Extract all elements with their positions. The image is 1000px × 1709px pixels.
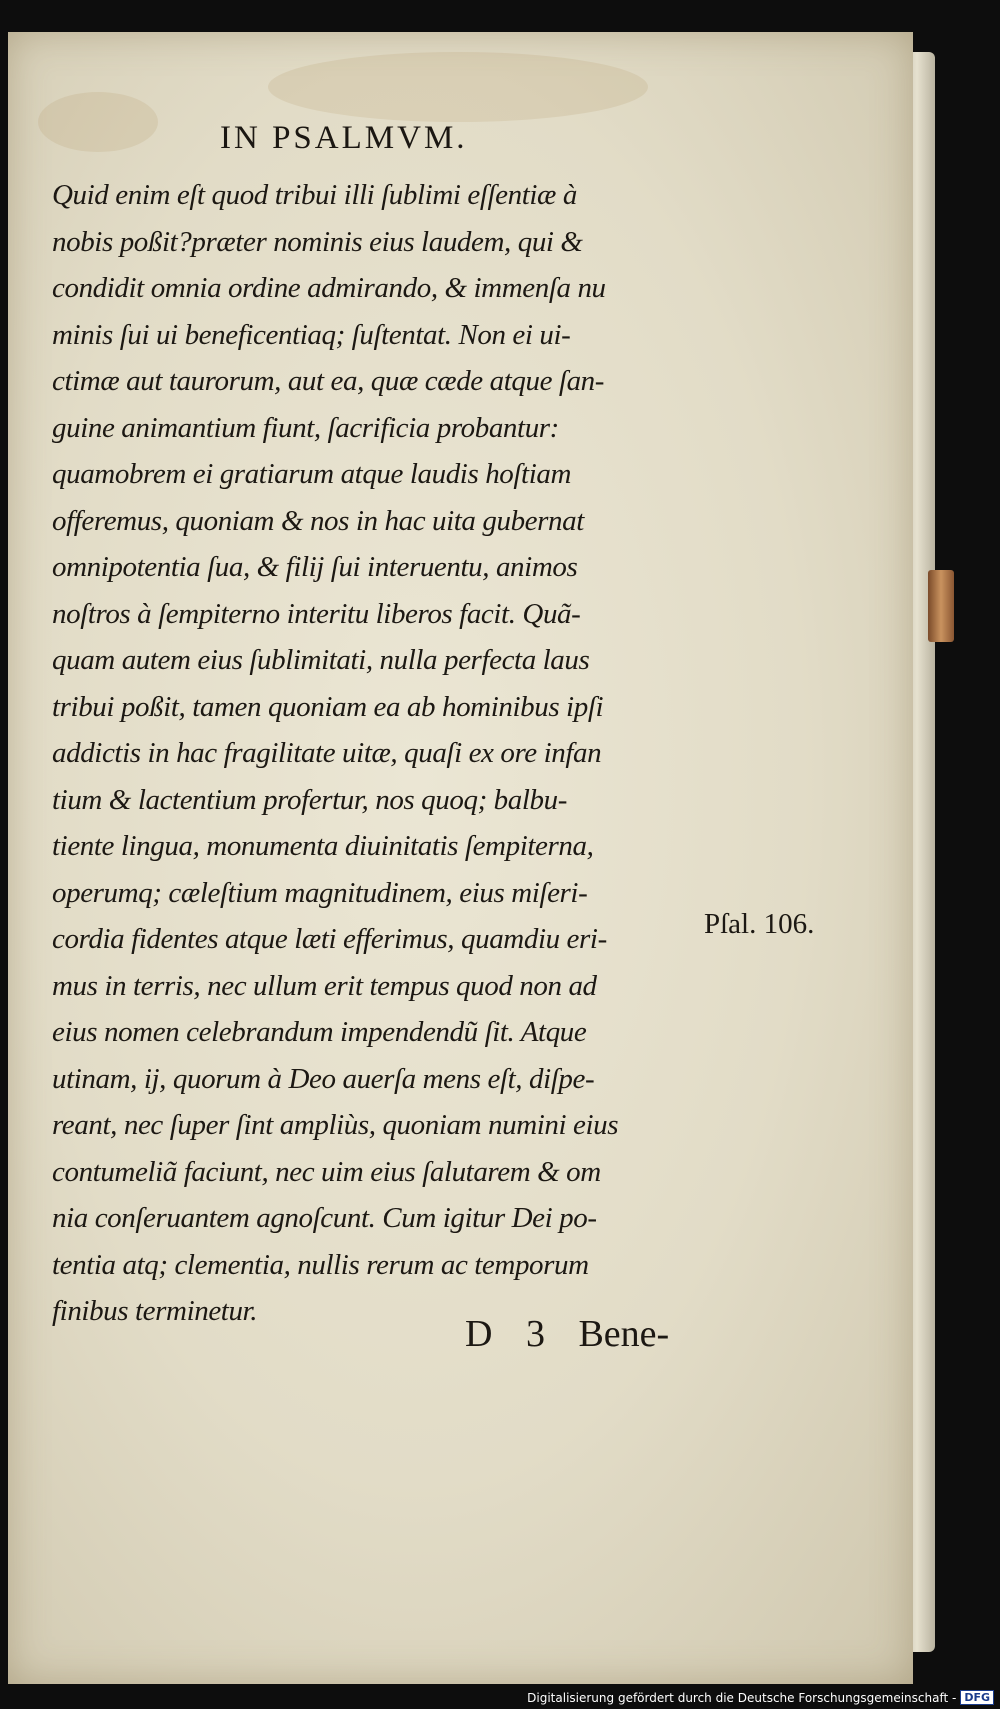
text-line: condidit omnia ordine admirando, & immenſa nu xyxy=(52,272,606,304)
footer-credit xyxy=(527,1690,994,1705)
text-line: tribui poßit, tamen quoniam ea ab hominibus ipſi xyxy=(52,690,604,723)
footer-text: Digitalisierung gefördert durch die Deutsche Forschungsgemeinschaft - xyxy=(527,1690,957,1705)
text-line: omnipotentia ſua, & filij ſui interuentu, animos xyxy=(52,551,578,583)
text-line: tentia atq; clementia, nullis rerum ac temporum xyxy=(52,1248,589,1281)
text-line: guine animantium fiunt, ſacrificia probantur: xyxy=(52,411,559,444)
text-line: nobis poßit?præter nominis eius laudem, qui & xyxy=(52,225,583,258)
text-line: eius nomen celebrandum impendendũ ſit. Atque xyxy=(52,1016,587,1048)
text-line: operumq; cæleſtium magnitudinem, eius miſeri- xyxy=(52,876,588,909)
text-line: Quid enim eſt quod tribui illi ſublimi eſſentiæ à xyxy=(52,179,577,211)
margin-note: Pſal. 106. xyxy=(704,908,815,940)
dfg-logo: DFG xyxy=(960,1690,994,1705)
text-line: tium & lactentium profertur, nos quoq; balbu- xyxy=(52,783,567,816)
text-line: quam autem eius ſublimitati, nulla perfecta laus xyxy=(52,644,590,676)
text-line: nia conſeruantem agnoſcunt. Cum igitur Dei po- xyxy=(52,1202,597,1234)
catchword-signature: D 3 Bene- xyxy=(465,1313,670,1355)
paper-stain xyxy=(38,92,158,152)
text-line: minis ſui ui beneficentiaq; ſuſtentat. Non ei ui- xyxy=(52,318,571,351)
text-line: quamobrem ei gratiarum atque laudis hoſtiam xyxy=(52,458,572,490)
running-head: IN PSALMVM. xyxy=(220,120,468,156)
text-line: contumeliã faciunt, nec uim eius ſalutarem & om xyxy=(52,1155,601,1188)
text-line: utinam, ij, quorum à Deo auerſa mens eſt, diſpe- xyxy=(52,1062,595,1095)
text-line: finibus terminetur. xyxy=(52,1295,258,1327)
text-line: offeremus, quoniam & nos in hac uita gubernat xyxy=(52,504,584,537)
bookmark-tab xyxy=(928,570,954,642)
text-line: mus in terris, nec ullum erit tempus quod non ad xyxy=(52,969,597,1002)
text-line: tiente lingua, monumenta diuinitatis ſempiterna, xyxy=(52,830,594,862)
paper-stain xyxy=(268,52,648,122)
text-line: cordia fidentes atque læti efferimus, quamdiu eri- xyxy=(52,923,607,955)
text-line: ctimæ aut taurorum, aut ea, quæ cæde atque ſan- xyxy=(52,365,605,397)
text-line: addictis in hac fragilitate uitæ, quaſi ex ore infan xyxy=(52,737,602,769)
text-line: noſtros à ſempiterno interitu liberos facit. Quã- xyxy=(52,597,581,630)
text-line: reant, nec ſuper ſint ampliùs, quoniam numini eius xyxy=(52,1109,619,1141)
body-text xyxy=(52,172,712,1335)
